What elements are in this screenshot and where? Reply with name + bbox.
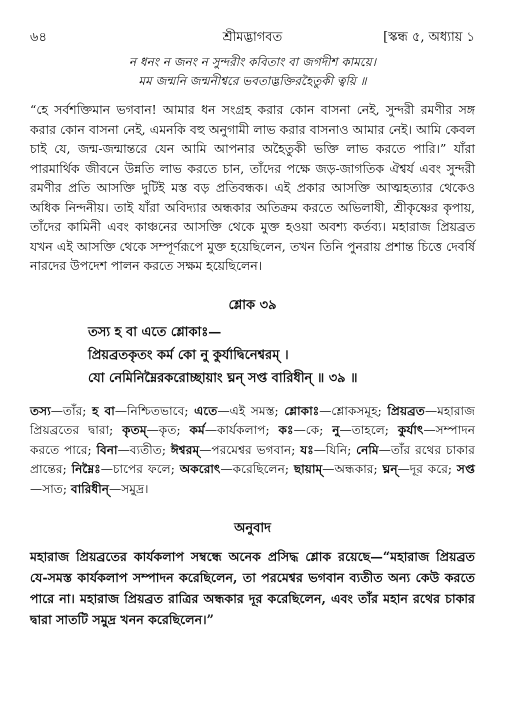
synonym-term: হ বা (92, 403, 115, 418)
synonym-term: তস্য (30, 403, 51, 418)
purport-paragraph: “হে সর্বশক্তিমান ভগবান! আমার ধন সংগ্রহ করার কোন বাসনা নেই, সুন্দরী রমণীর সঙ্গ করার কোন বাসনা নেই, এমনকি বহু অনুগামী লাভ করার বাসনাও আমার নেই। আমি কেবল চাই যে, জন্ম-জন্মান্তরে যেন আমি আপনার অহৈতুকী ভক্তি লাভ করতে পারি।” যাঁরা পারমার্থিক জীবনে উন্নতি লাভ করতে চান, তাঁদের পক্ষে জড়-জাগতিক ঐশ্বর্য এবং সুন্দরী রমণীর প্রতি আসক্তি দুটিই মস্ত বড় প্রতিবন্ধক। এই প্রকার আসক্তি আত্মহত্যার থেকেও অধিক নিন্দনীয়। তাই যাঁরা অবিদ্যার অন্ধকার অতিক্রম করতে অভিলাষী, শ্রীকৃষ্ণের কৃপায়, তাঁদের কামিনী এবং কাঞ্চনের আসক্তি থেকে মুক্ত হওয়া অবশ্য কর্তব্য। মহারাজ প্রিয়ব্রত যখন এই আসক্তি থেকে সম্পূর্ণরূপে মুক্ত হয়েছিলেন, তখন তিনি পুনরায় প্রশান্ত চিত্তে দেবর্ষি নারদের উপদেশ পালন করতে সক্ষম হয়েছিলেন। (30, 102, 475, 273)
opening-verse-line: ন ধনং ন জনং ন সুন্দরীং কবিতাং বা জগদীশ কাময়ে। (128, 55, 377, 69)
synonym-term: বিনা (96, 442, 118, 457)
translation-text: মহারাজ প্রিয়ব্রতের কার্যকলাপ সম্বন্ধে অনেক প্রসিদ্ধ শ্লোক রয়েছে—“মহারাজ প্রিয়ব্রত যে-সমস্ত কার্যকলাপ সম্পাদন করেছিলেন, তা পরমেশ্বর ভগবান ব্যতীত অন্য কেউ করতে পারে না। মহারাজ প্রিয়ব্রত রাত্রির অন্ধকার দূর করেছিলেন, এবং তাঁর মহান রথের চাকার দ্বারা সাতটি সমুদ্র খনন করেছিলেন।” (30, 549, 475, 627)
synonym-meaning: ব্যতীত; (129, 442, 171, 457)
synonym-term: সপ্ত (456, 462, 475, 476)
sloka-line: তস্য হ বা এতে শ্লোকাঃ— (88, 324, 222, 340)
synonym-meaning: তাঁর রথের চাকার প্রান্তের; (30, 442, 475, 476)
synonym-meaning: সমুদ্র। (121, 481, 149, 496)
synonym-term: এতে (194, 403, 218, 418)
synonym-meaning: চাপের ফলে; (112, 462, 180, 476)
synonym-meaning: এই সমস্ত; (229, 403, 285, 418)
synonym-term: ঘ্নন্ (382, 462, 398, 476)
synonyms-block: তস্য—তাঁর; হ বা—নিশ্চিতভাবে; এতে—এই সমস্ত; শ্লোকাঃ—শ্লোকসমূহ; প্রিয়ব্রত—মহারাজ প্রিয়ব্রতের দ্বারা; কৃতম্—কৃত; কর্ম—কার্যকলাপ; কঃ—কে; নু—তাহলে; কুর্যাৎ—সম্পাদন করতে পারে; বিনা—ব্যতীত; ঈশ্বরম্—পরমেশ্বর ভগবান; যঃ—যিনি; নেমি—তাঁর রথের চাকার প্রান্তের; নিম্নৈঃ—চাপের ফলে; অকরোৎ—করেছিলেন; ছায়াম্—অন্ধকার; ঘ্নন্—দূর করে; সপ্ত—সাত; বারিধীন্—সমুদ্র। (30, 403, 476, 496)
synonym-meaning: সাত; (42, 481, 71, 496)
opening-verse (30, 53, 475, 91)
synonym-term: শ্লোকাঃ (284, 403, 320, 418)
synonym-meaning: শ্লোকসমূহ; (331, 403, 388, 418)
opening-verse-line: মম জন্মনি জন্মনীশ্বরে ভবতাদ্ভক্তিরহৈতুকী ত্বয়ি ॥ (138, 74, 367, 88)
synonym-meaning: নিশ্চিতভাবে; (127, 403, 195, 418)
synonym-meaning: সম্পাদন করতে পারে; (30, 423, 476, 457)
sloka-line: প্রিয়ব্রতকৃতং কর্ম কো নু কুর্যাদ্বিনেশ্বরম্‌ । (88, 347, 289, 363)
synonym-meaning: তাঁর; (62, 403, 93, 418)
sloka-line: যো নেমিনিম্নৈরকরোচ্ছায়াং ঘ্নন্ সপ্ত বারিধীন্ ॥ ৩৯ ॥ (88, 370, 358, 386)
book-title: শ্রীমদ্ভাগবত (222, 30, 283, 45)
synonym-term: প্রিয়ব্রত (387, 403, 425, 418)
synonym-meaning: অন্ধকার; (334, 462, 383, 476)
synonym-meaning: কৃত; (158, 423, 190, 437)
sloka-text (30, 321, 475, 390)
synonym-term: কৃতম্ (122, 423, 147, 437)
synonym-meaning: দূর করে; (409, 462, 457, 476)
synonym-meaning: তাহলে; (351, 423, 398, 437)
synonym-term: ছায়াম্ (293, 462, 323, 476)
synonym-meaning: কে; (305, 423, 333, 437)
page-number: ৬৪ (30, 30, 47, 45)
synonym-term: নু (332, 423, 340, 437)
synonym-term: ঈশ্বরম্ (170, 442, 200, 457)
synonym-meaning: করেছিলেন; (232, 462, 294, 476)
synonym-term: বারিধীন্ (70, 481, 110, 496)
synonym-term: কঃ (278, 423, 294, 437)
synonym-meaning: পরমেশ্বর ভগবান; (211, 442, 301, 457)
synonym-term: নিম্নৈঃ (71, 462, 101, 476)
synonym-term: অকরোৎ (179, 462, 221, 476)
synonym-term: যঃ (300, 442, 314, 457)
synonym-term: কর্ম (189, 423, 205, 437)
synonym-meaning: কার্যকলাপ; (217, 423, 279, 437)
section-reference: [স্কন্ধ ৫, অধ্যায় ১ (383, 30, 475, 45)
synonym-term: কুর্যাৎ (397, 423, 424, 437)
sloka-heading: শ্লোক ৩৯ (228, 297, 277, 313)
synonym-meaning: যিনি; (325, 442, 357, 457)
anubad-heading: অনুবাদ (234, 521, 271, 536)
page-header (30, 28, 475, 50)
synonym-meaning: মহারাজ প্রিয়ব্রতের দ্বারা; (30, 403, 475, 437)
synonym-term: নেমি (356, 442, 379, 457)
